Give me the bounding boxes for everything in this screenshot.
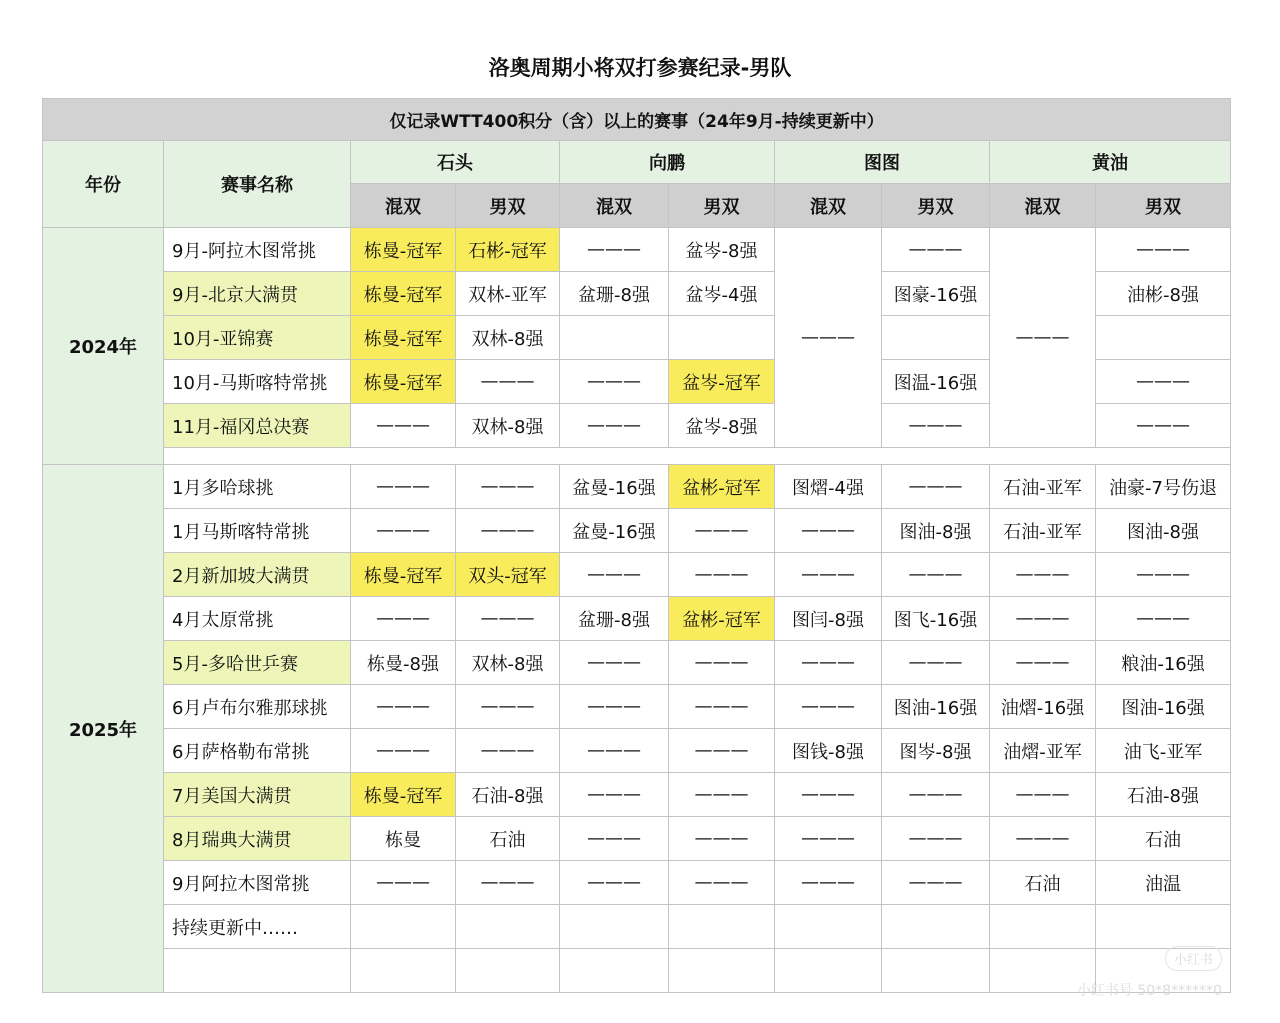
result-cell: ——— bbox=[456, 360, 560, 404]
result-cell: 石油-亚军 bbox=[990, 465, 1096, 509]
header-type: 混双 bbox=[560, 184, 669, 228]
event-name: 9月-北京大满贯 bbox=[164, 272, 351, 316]
result-cell: 双林-8强 bbox=[456, 641, 560, 685]
table-row bbox=[43, 861, 1231, 905]
result-cell: 石油 bbox=[1096, 817, 1231, 861]
result-cell: ——— bbox=[990, 773, 1096, 817]
result-cell: 盆岑-8强 bbox=[669, 404, 775, 448]
result-cell: 油彬-8强 bbox=[1096, 272, 1231, 316]
result-cell bbox=[1096, 316, 1231, 360]
result-cell: ——— bbox=[560, 553, 669, 597]
empty-cell bbox=[990, 905, 1096, 949]
result-cell: 图闫-8强 bbox=[775, 597, 882, 641]
empty-cell bbox=[560, 905, 669, 949]
event-name: 6月卢布尔雅那球挑 bbox=[164, 685, 351, 729]
empty-cell bbox=[560, 949, 669, 993]
result-cell: 图豪-16强 bbox=[882, 272, 990, 316]
header-type: 男双 bbox=[1096, 184, 1231, 228]
result-cell: 栋曼-冠军 bbox=[351, 272, 456, 316]
empty-cell bbox=[669, 905, 775, 949]
header-row-players bbox=[43, 141, 1231, 184]
table-row bbox=[43, 597, 1231, 641]
result-cell: 图油-8强 bbox=[882, 509, 990, 553]
result-cell: ——— bbox=[1096, 597, 1231, 641]
header-event: 赛事名称 bbox=[164, 141, 351, 228]
empty-cell bbox=[882, 905, 990, 949]
table-row bbox=[43, 465, 1231, 509]
result-cell: ——— bbox=[560, 360, 669, 404]
result-cell: 盆彬-冠军 bbox=[669, 597, 775, 641]
result-cell: 栋曼-冠军 bbox=[351, 228, 456, 272]
result-cell: ——— bbox=[775, 773, 882, 817]
header-player-xiangpeng: 向鹏 bbox=[560, 141, 775, 184]
empty-cell bbox=[351, 949, 456, 993]
result-cell: 图岑-8强 bbox=[882, 729, 990, 773]
result-cell: 油豪-7号伤退 bbox=[1096, 465, 1231, 509]
result-cell: ——— bbox=[669, 553, 775, 597]
result-cell: ——— bbox=[456, 729, 560, 773]
result-cell: ——— bbox=[560, 685, 669, 729]
result-cell bbox=[560, 316, 669, 360]
result-cell: ——— bbox=[669, 509, 775, 553]
subtitle: 仅记录WTT400积分（含）以上的赛事（24年9月-持续更新中） bbox=[43, 99, 1231, 141]
empty-cell bbox=[351, 905, 456, 949]
event-name: 9月阿拉木图常挑 bbox=[164, 861, 351, 905]
result-cell: 栋曼 bbox=[351, 817, 456, 861]
header-player-shitou: 石头 bbox=[351, 141, 560, 184]
event-name: 9月-阿拉木图常挑 bbox=[164, 228, 351, 272]
header-type: 男双 bbox=[882, 184, 990, 228]
result-cell: 油熠-16强 bbox=[990, 685, 1096, 729]
result-cell bbox=[669, 316, 775, 360]
result-cell: 油熠-亚军 bbox=[990, 729, 1096, 773]
result-cell-merged: ——— bbox=[775, 228, 882, 448]
result-cell: ——— bbox=[560, 861, 669, 905]
result-cell: ——— bbox=[560, 729, 669, 773]
event-name: 7月美国大满贯 bbox=[164, 773, 351, 817]
result-cell: ——— bbox=[351, 729, 456, 773]
result-cell: 盆彬-冠军 bbox=[669, 465, 775, 509]
result-cell: ——— bbox=[882, 817, 990, 861]
result-cell: 石彬-冠军 bbox=[456, 228, 560, 272]
header-type: 混双 bbox=[775, 184, 882, 228]
result-cell: 盆曼-16强 bbox=[560, 465, 669, 509]
result-cell: 图油-16强 bbox=[882, 685, 990, 729]
result-cell-merged: ——— bbox=[990, 228, 1096, 448]
result-cell: ——— bbox=[775, 817, 882, 861]
table-row bbox=[43, 553, 1231, 597]
result-cell: ——— bbox=[882, 553, 990, 597]
result-cell: ——— bbox=[882, 404, 990, 448]
result-cell: ——— bbox=[669, 685, 775, 729]
header-player-huangyou: 黄油 bbox=[990, 141, 1231, 184]
header-type: 混双 bbox=[351, 184, 456, 228]
records-table bbox=[42, 98, 1231, 993]
result-cell: ——— bbox=[560, 773, 669, 817]
result-cell: ——— bbox=[669, 861, 775, 905]
result-cell: ——— bbox=[560, 228, 669, 272]
subtitle-row bbox=[43, 99, 1231, 141]
empty-cell bbox=[775, 905, 882, 949]
result-cell: ——— bbox=[456, 597, 560, 641]
result-cell: ——— bbox=[456, 509, 560, 553]
empty-cell bbox=[882, 949, 990, 993]
event-name: 10月-亚锦赛 bbox=[164, 316, 351, 360]
empty-cell bbox=[164, 949, 351, 993]
result-cell: 盆曼-16强 bbox=[560, 509, 669, 553]
result-cell: ——— bbox=[1096, 360, 1231, 404]
event-name-ongoing: 持续更新中…… bbox=[164, 905, 351, 949]
result-cell: ——— bbox=[882, 465, 990, 509]
result-cell: ——— bbox=[456, 685, 560, 729]
event-name: 5月-多哈世乒赛 bbox=[164, 641, 351, 685]
result-cell: ——— bbox=[1096, 404, 1231, 448]
year-2025: 2025年 bbox=[43, 465, 164, 993]
result-cell: ——— bbox=[351, 465, 456, 509]
result-cell: ——— bbox=[882, 773, 990, 817]
result-cell: 图飞-16强 bbox=[882, 597, 990, 641]
event-name: 4月太原常挑 bbox=[164, 597, 351, 641]
table-row bbox=[43, 641, 1231, 685]
result-cell: ——— bbox=[351, 861, 456, 905]
result-cell: ——— bbox=[560, 641, 669, 685]
result-cell: 石油 bbox=[456, 817, 560, 861]
result-cell: ——— bbox=[775, 641, 882, 685]
event-name: 2月新加坡大满贯 bbox=[164, 553, 351, 597]
result-cell: ——— bbox=[775, 509, 882, 553]
result-cell: ——— bbox=[669, 773, 775, 817]
empty-cell bbox=[669, 949, 775, 993]
result-cell: ——— bbox=[351, 685, 456, 729]
result-cell: ——— bbox=[669, 641, 775, 685]
page-title: 洛奥周期小将双打参赛纪录-男队 bbox=[488, 56, 792, 80]
result-cell: ——— bbox=[351, 404, 456, 448]
result-cell: ——— bbox=[990, 641, 1096, 685]
result-cell: 图温-16强 bbox=[882, 360, 990, 404]
result-cell: 图油-16强 bbox=[1096, 685, 1231, 729]
result-cell: ——— bbox=[882, 861, 990, 905]
table-row bbox=[43, 509, 1231, 553]
result-cell: 油温 bbox=[1096, 861, 1231, 905]
result-cell: 石油-8强 bbox=[456, 773, 560, 817]
table-row bbox=[43, 817, 1231, 861]
result-cell: ——— bbox=[669, 817, 775, 861]
result-cell: 双林-8强 bbox=[456, 404, 560, 448]
result-cell: 盆岑-8强 bbox=[669, 228, 775, 272]
result-cell: ——— bbox=[669, 729, 775, 773]
watermark-text: 小红书号 50*8******0 bbox=[1076, 983, 1222, 999]
result-cell: 图熠-4强 bbox=[775, 465, 882, 509]
result-cell bbox=[882, 316, 990, 360]
result-cell: 盆岑-冠军 bbox=[669, 360, 775, 404]
empty-cell bbox=[456, 949, 560, 993]
result-cell: 栋曼-冠军 bbox=[351, 360, 456, 404]
result-cell: 石油-亚军 bbox=[990, 509, 1096, 553]
result-cell: 盆珊-8强 bbox=[560, 272, 669, 316]
result-cell: ——— bbox=[775, 553, 882, 597]
separator-row bbox=[43, 448, 1231, 465]
table-row bbox=[43, 729, 1231, 773]
result-cell: 盆珊-8强 bbox=[560, 597, 669, 641]
year-2024: 2024年 bbox=[43, 228, 164, 465]
result-cell: ——— bbox=[560, 817, 669, 861]
result-cell: ——— bbox=[456, 465, 560, 509]
result-cell: 粮油-16强 bbox=[1096, 641, 1231, 685]
empty-cell bbox=[456, 905, 560, 949]
empty-cell bbox=[1096, 905, 1231, 949]
event-name: 11月-福冈总决赛 bbox=[164, 404, 351, 448]
table-row bbox=[43, 949, 1231, 993]
header-year: 年份 bbox=[43, 141, 164, 228]
empty-cell bbox=[775, 949, 882, 993]
result-cell: 盆岑-4强 bbox=[669, 272, 775, 316]
result-cell: ——— bbox=[351, 597, 456, 641]
result-cell: ——— bbox=[775, 685, 882, 729]
result-cell: ——— bbox=[775, 861, 882, 905]
event-name: 10月-马斯喀特常挑 bbox=[164, 360, 351, 404]
event-name: 1月多哈球挑 bbox=[164, 465, 351, 509]
result-cell: ——— bbox=[560, 404, 669, 448]
result-cell: ——— bbox=[990, 817, 1096, 861]
result-cell: ——— bbox=[882, 228, 990, 272]
watermark-logo: 小红书 bbox=[1165, 946, 1222, 971]
table-row bbox=[43, 773, 1231, 817]
result-cell: 栋曼-冠军 bbox=[351, 773, 456, 817]
event-name: 8月瑞典大满贯 bbox=[164, 817, 351, 861]
result-cell: 双林-亚军 bbox=[456, 272, 560, 316]
header-type: 混双 bbox=[990, 184, 1096, 228]
header-player-tutu: 图图 bbox=[775, 141, 990, 184]
separator-cell bbox=[164, 448, 1231, 465]
result-cell: ——— bbox=[456, 861, 560, 905]
table-row bbox=[43, 685, 1231, 729]
result-cell: 图油-8强 bbox=[1096, 509, 1231, 553]
result-cell: ——— bbox=[1096, 228, 1231, 272]
result-cell: 栋曼-冠军 bbox=[351, 316, 456, 360]
result-cell: ——— bbox=[1096, 553, 1231, 597]
result-cell: ——— bbox=[990, 553, 1096, 597]
result-cell: 栋曼-8强 bbox=[351, 641, 456, 685]
result-cell: ——— bbox=[351, 509, 456, 553]
result-cell: ——— bbox=[882, 641, 990, 685]
result-cell: 石油 bbox=[990, 861, 1096, 905]
event-name: 1月马斯喀特常挑 bbox=[164, 509, 351, 553]
result-cell: 图钱-8强 bbox=[775, 729, 882, 773]
event-name: 6月萨格勒布常挑 bbox=[164, 729, 351, 773]
result-cell: 油飞-亚军 bbox=[1096, 729, 1231, 773]
result-cell: 石油-8强 bbox=[1096, 773, 1231, 817]
header-type: 男双 bbox=[456, 184, 560, 228]
table-row bbox=[43, 228, 1231, 272]
table-row bbox=[43, 905, 1231, 949]
result-cell: ——— bbox=[990, 597, 1096, 641]
result-cell: 双头-冠军 bbox=[456, 553, 560, 597]
result-cell: 栋曼-冠军 bbox=[351, 553, 456, 597]
result-cell: 双林-8强 bbox=[456, 316, 560, 360]
header-type: 男双 bbox=[669, 184, 775, 228]
